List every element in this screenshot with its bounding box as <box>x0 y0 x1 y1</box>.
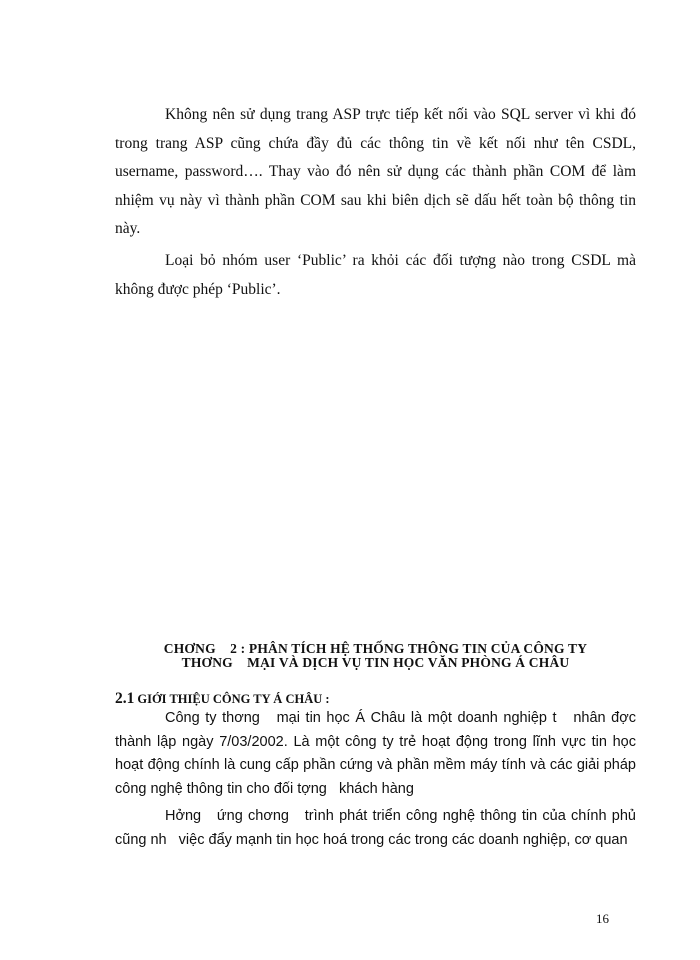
paragraph-response-program: Hởng ứng chơng trình phát triển công nghệ thông tin của chính phủ cũng nh việc đẩy mạnh tin học hoá trong các trong các doanh nghiệp, cơ quan <box>115 808 641 848</box>
chapter-heading <box>115 642 636 670</box>
section-heading <box>115 690 330 708</box>
chapter-heading-line-2: THƠNG MẠI VÀ DỊCH VỤ TIN HỌC VĂN PHÒNG Á CHÂU <box>181 655 570 670</box>
paragraph-asp-security: Không nên sử dụng trang ASP trực tiếp kết nối vào SQL server vì khi đó trong trang ASP cũng chứa đầy đủ các thông tin về kết nối như tên CSDL, username, password…. Thay vào đó nên sử dụng các thành phần COM để làm nhiệm vụ này vì thành phần COM sau khi biên dịch sẽ dấu hết toàn bộ thông tin này. <box>115 106 636 237</box>
chapter-heading-line-1: CHƠNG 2 : PHÂN TÍCH HỆ THỐNG THÔNG TIN CỦA CÔNG TY <box>163 641 588 656</box>
page-number: 16 <box>596 911 609 926</box>
paragraph-remove-public: Loại bỏ nhóm user ‘Public’ ra khỏi các đối tượng nào trong CSDL mà không được phép ‘Public’. <box>115 252 636 298</box>
section-number: 2.1 <box>115 690 135 707</box>
paragraph-company-intro: Công ty thơng mại tin học Á Châu là một doanh nghiệp t nhân đợc thành lập ngày 7/03/2002. Là một công ty trẻ hoạt động trong lĩnh vực tin học hoạt động chính là cung cấp phần cứng và phần mềm máy tính và các giải pháp công nghệ thông tin cho đối tợng khách hàng <box>115 710 641 797</box>
section-title: GIỚI THIỆU CÔNG TY Á CHÂU : <box>137 692 330 706</box>
